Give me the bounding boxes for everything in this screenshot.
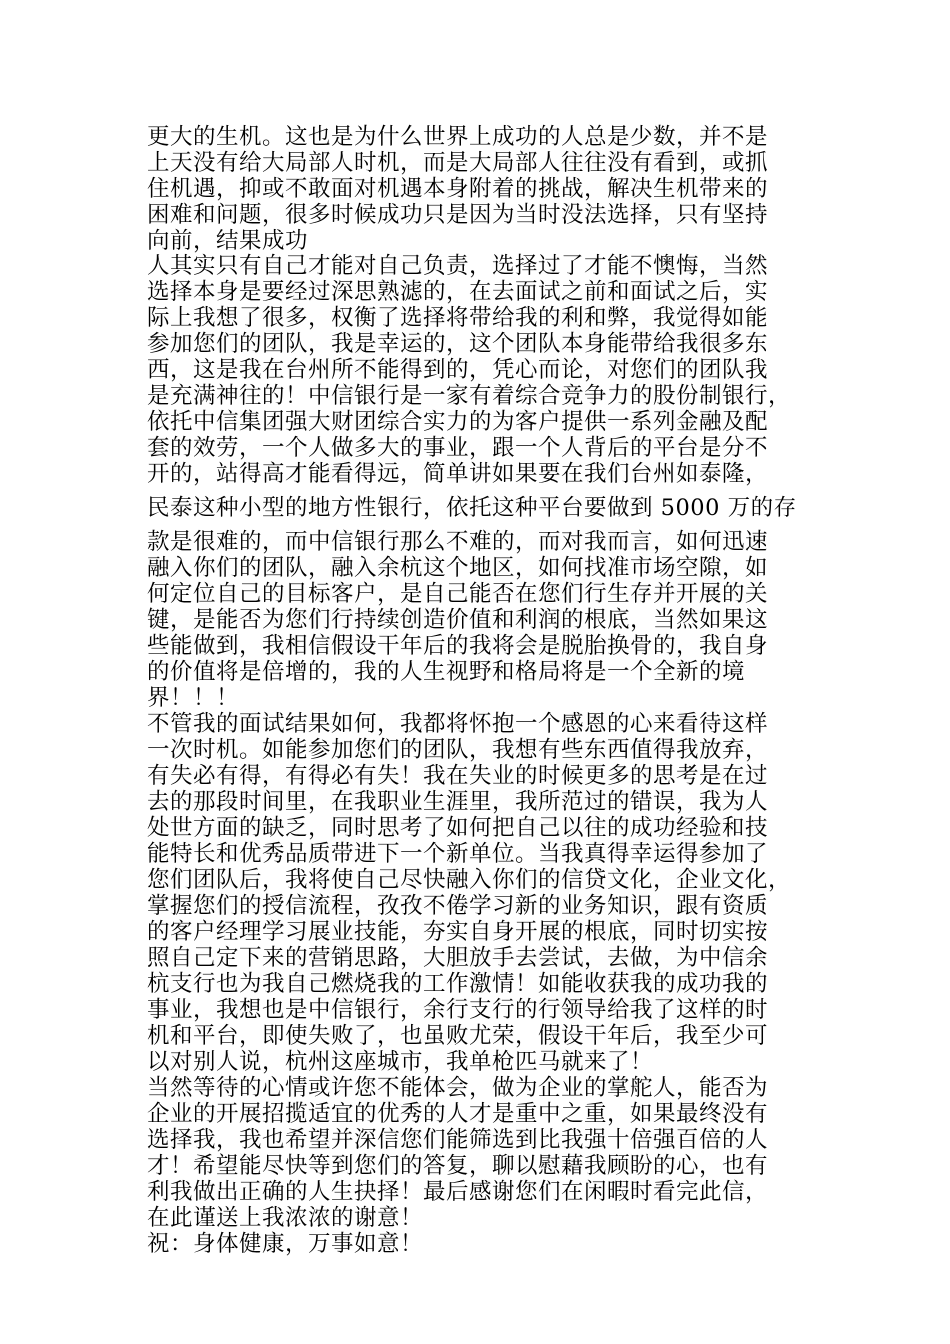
text-line: 依托中信集团强大财团综合实力的为客户提供一系列金融及配 <box>147 409 769 435</box>
text-line: 选择我，我也希望并深信您们能筛选到比我强十倍强百倍的人 <box>147 1127 769 1153</box>
text-line: 杭支行也为我自己燃烧我的工作激情！如能收获我的成功我的 <box>147 971 769 997</box>
text-line: 处世方面的缺乏，同时思考了如何把自己以往的成功经验和技 <box>147 815 769 841</box>
text-line: 去的那段时间里，在我职业生涯里，我所范过的错误，我为人 <box>147 789 769 815</box>
text-line: 些能做到，我相信假设干年后的我将会是脱胎换骨的，我自身 <box>147 633 769 659</box>
text-line: 困难和问题，很多时候成功只是因为当时没法选择，只有坚持 <box>147 202 769 228</box>
text-line: 一次时机。如能参加您们的团队，我想有些东西值得我放弃， <box>147 737 769 763</box>
text-line: 更大的生机。这也是为什么世界上成功的人总是少数，并不是 <box>147 124 769 150</box>
text-line: 上天没有给大局部人时机，而是大局部人往往没有看到，或抓 <box>147 150 769 176</box>
text-line: 以对别人说，杭州这座城市，我单枪匹马就来了！ <box>147 1049 654 1075</box>
text-line: 界！！！ <box>147 685 240 711</box>
text-line: 融入你们的团队，融入余杭这个地区，如何找准市场空隙，如 <box>147 555 769 581</box>
text-line: 开的，站得高才能看得远，简单讲如果要在我们台州如泰隆， <box>147 461 769 487</box>
text-line: 西，这是我在台州所不能得到的，凭心而论，对您们的团队我 <box>147 357 769 383</box>
text-line: 有失必有得，有得必有失！我在失业的时候更多的思考是在过 <box>147 763 769 789</box>
text-line: 选择本身是要经过深思熟滤的，在去面试之前和面试之后，实 <box>147 279 769 305</box>
text-line: 照自己定下来的营销思路，大胆放手去尝试，去做，为中信余 <box>147 945 769 971</box>
text-line: 人其实只有自己才能对自己负责，选择过了才能不懊悔，当然 <box>147 253 769 279</box>
text-line: 在此谨送上我浓浓的谢意！ <box>147 1205 424 1231</box>
text-line: 祝：身体健康，万事如意！ <box>147 1231 424 1257</box>
text-line: 住机遇，抑或不敢面对机遇本身附着的挑战，解决生机带来的 <box>147 176 769 202</box>
text-line: 企业的开展招揽适宜的优秀的人才是重中之重，如果最终没有 <box>147 1101 769 1127</box>
text-line: 机和平台，即使失败了，也虽败尤荣，假设干年后，我至少可 <box>147 1023 769 1049</box>
text-line: 不管我的面试结果如何，我都将怀抱一个感恩的心来看待这样 <box>147 711 769 737</box>
text-line: 才！希望能尽快等到您们的答复，聊以慰藉我顾盼的心，也有 <box>147 1153 769 1179</box>
text-line: 民泰这种小型的地方性银行，依托这种平台要做到 5000 万的存 <box>147 495 797 521</box>
text-line: 当然等待的心情或许您不能体会，做为企业的掌舵人，能否为 <box>147 1075 769 1101</box>
text-line: 的客户经理学习展业技能，夯实自身开展的根底，同时切实按 <box>147 919 769 945</box>
text-line: 向前，结果成功 <box>147 228 309 254</box>
text-line: 参加您们的团队，我是幸运的，这个团队本身能带给我很多东 <box>147 331 769 357</box>
text-line: 何定位自己的目标客户，是自己能否在您们行生存并开展的关 <box>147 581 769 607</box>
text-line: 际上我想了很多，权衡了选择将带给我的利和弊，我觉得如能 <box>147 305 769 331</box>
text-line: 掌握您们的授信流程，孜孜不倦学习新的业务知识，跟有资质 <box>147 893 769 919</box>
text-line: 款是很难的，而中信银行那么不难的，而对我而言，如何迅速 <box>147 529 769 555</box>
text-line: 事业，我想也是中信银行，余行支行的行领导给我了这样的时 <box>147 997 769 1023</box>
text-line: 套的效劳，一个人做多大的事业，跟一个人背后的平台是分不 <box>147 435 769 461</box>
text-line: 能特长和优秀品质带进下一个新单位。当我真得幸运得参加了 <box>147 841 769 867</box>
text-line: 键，是能否为您们行持续创造价值和利润的根底，当然如果这 <box>147 607 769 633</box>
text-line: 的价值将是倍增的，我的人生视野和格局将是一个全新的境 <box>147 659 746 685</box>
text-line: 利我做出正确的人生抉择！最后感谢您们在闲暇时看完此信， <box>147 1179 769 1205</box>
text-line: 您们团队后，我将使自己尽快融入你们的信贷文化，企业文化， <box>147 867 792 893</box>
text-line: 是充满神往的！中信银行是一家有着综合竞争力的股份制银行， <box>147 383 792 409</box>
